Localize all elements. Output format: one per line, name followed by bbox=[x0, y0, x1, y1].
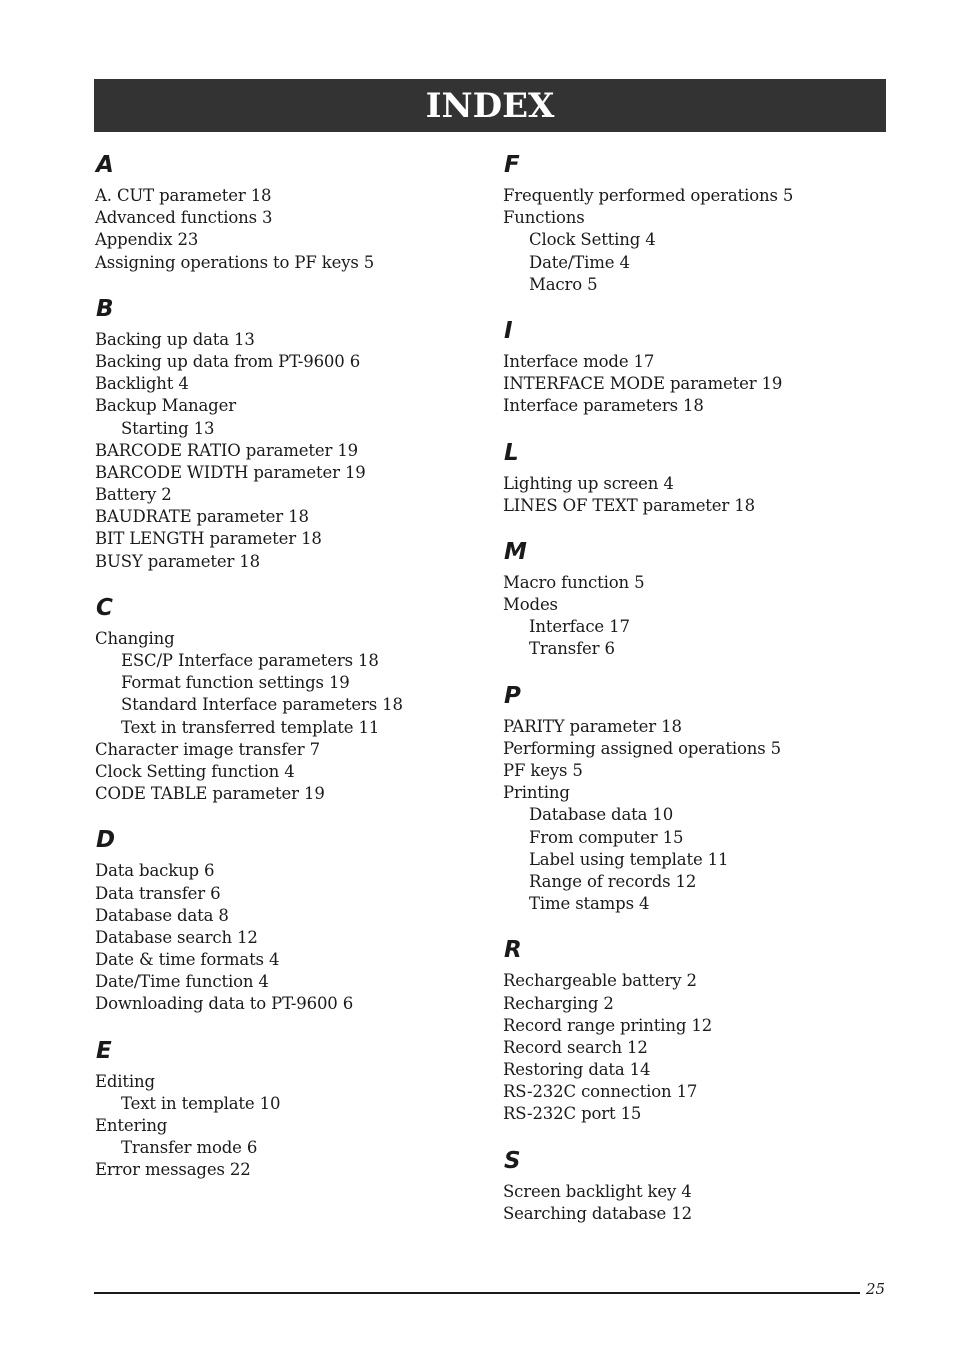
index-entry-list bbox=[503, 185, 903, 296]
index-entry: Screen backlight key 4 bbox=[503, 1181, 692, 1201]
index-entry: CODE TABLE parameter 19 bbox=[95, 784, 325, 804]
section-letter-heading: D bbox=[96, 827, 116, 854]
section-letter-heading: C bbox=[96, 594, 113, 621]
index-entry-list bbox=[503, 473, 903, 517]
index-entry: Data transfer 6 bbox=[95, 883, 221, 903]
index-entry-list bbox=[503, 716, 903, 916]
index-entry-list bbox=[503, 1181, 903, 1225]
index-subentry: Range of records 12 bbox=[529, 871, 697, 891]
index-entry: BARCODE WIDTH parameter 19 bbox=[95, 462, 366, 482]
index-subentry: Transfer 6 bbox=[529, 639, 615, 659]
section-letter-heading: B bbox=[96, 295, 114, 322]
index-subentry: From computer 15 bbox=[529, 827, 684, 847]
index-entry-list bbox=[95, 1071, 495, 1182]
index-entry: Functions bbox=[503, 208, 585, 228]
index-entry-list bbox=[95, 860, 495, 1015]
index-entry: Rechargeable battery 2 bbox=[503, 971, 697, 991]
index-subentry: Database data 10 bbox=[529, 805, 674, 825]
index-section-p bbox=[503, 681, 903, 916]
index-section-l bbox=[503, 438, 903, 517]
index-entry: Editing bbox=[95, 1071, 155, 1091]
index-entry: Database data 8 bbox=[95, 905, 229, 925]
index-entry: Changing bbox=[95, 628, 175, 648]
index-entry-list bbox=[503, 572, 903, 661]
index-entry: BUSY parameter 18 bbox=[95, 551, 260, 571]
index-entry: Recharging 2 bbox=[503, 993, 614, 1013]
index-entry: Character image transfer 7 bbox=[95, 739, 320, 759]
index-subentry: Clock Setting 4 bbox=[529, 230, 656, 250]
index-subentry: Format function settings 19 bbox=[121, 673, 350, 693]
index-entry: PF keys 5 bbox=[503, 761, 583, 780]
index-subentry: Date/Time 4 bbox=[529, 252, 630, 272]
index-section-s bbox=[503, 1146, 903, 1225]
index-title-bar bbox=[94, 79, 886, 132]
index-entry: Appendix 23 bbox=[95, 230, 199, 250]
index-subentry: ESC/P Interface parameters 18 bbox=[121, 651, 379, 670]
index-entry-list bbox=[95, 628, 495, 806]
index-section-a bbox=[95, 150, 495, 274]
index-entry: Frequently performed operations 5 bbox=[503, 186, 794, 205]
index-subentry: Time stamps 4 bbox=[529, 894, 650, 914]
section-letter-heading: F bbox=[504, 152, 520, 178]
index-entry: Lighting up screen 4 bbox=[503, 473, 674, 493]
index-entry: Interface mode 17 bbox=[503, 351, 655, 371]
section-letter-heading: M bbox=[504, 538, 527, 565]
index-section-m bbox=[503, 537, 903, 661]
index-entry: Entering bbox=[95, 1116, 168, 1135]
page-title: INDEX bbox=[425, 85, 555, 126]
page-number: 25 bbox=[866, 1280, 886, 1298]
section-letter-heading: R bbox=[504, 937, 522, 964]
index-entry: Data backup 6 bbox=[95, 861, 215, 881]
index-subentry: Label using template 11 bbox=[529, 849, 729, 869]
section-letter-heading: P bbox=[504, 682, 521, 709]
index-entry: Restoring data 14 bbox=[503, 1060, 651, 1080]
index-entry: Backlight 4 bbox=[95, 374, 189, 394]
index-entry: Interface parameters 18 bbox=[503, 396, 704, 416]
index-entry: RS-232C connection 17 bbox=[503, 1082, 698, 1102]
index-section-c bbox=[95, 593, 495, 806]
section-letter-heading: I bbox=[504, 317, 513, 344]
index-entry: Error messages 22 bbox=[95, 1160, 251, 1180]
index-entry: INTERFACE MODE parameter 19 bbox=[503, 374, 783, 394]
index-entry: Date/Time function 4 bbox=[95, 972, 269, 992]
index-entry: Searching database 12 bbox=[503, 1203, 692, 1223]
index-right-column bbox=[503, 150, 903, 1245]
index-entry: Downloading data to PT-9600 6 bbox=[95, 994, 354, 1014]
index-entry: PARITY parameter 18 bbox=[503, 716, 682, 736]
index-section-i bbox=[503, 316, 903, 418]
index-subentry: Text in template 10 bbox=[121, 1093, 281, 1113]
index-entry-list bbox=[503, 351, 903, 418]
index-entry: Backing up data 13 bbox=[95, 329, 255, 349]
index-entry: RS-232C port 15 bbox=[503, 1104, 642, 1124]
index-left-column bbox=[95, 150, 495, 1202]
index-entry: Database search 12 bbox=[95, 927, 258, 947]
index-entry: Date & time formats 4 bbox=[95, 950, 280, 970]
index-entry: BIT LENGTH parameter 18 bbox=[95, 529, 322, 549]
index-entry: Record range printing 12 bbox=[503, 1015, 713, 1035]
section-letter-heading: L bbox=[504, 439, 519, 466]
index-entry: Modes bbox=[503, 595, 558, 615]
index-entry-list bbox=[503, 970, 903, 1125]
index-entry-list bbox=[95, 329, 495, 573]
index-entry: BAUDRATE parameter 18 bbox=[95, 507, 309, 527]
index-subentry: Standard Interface parameters 18 bbox=[121, 695, 403, 715]
index-subentry: Transfer mode 6 bbox=[121, 1138, 258, 1158]
index-section-d bbox=[95, 825, 495, 1015]
index-entry: Performing assigned operations 5 bbox=[503, 738, 781, 758]
index-subentry: Text in transferred template 11 bbox=[121, 717, 380, 737]
section-letter-heading: A bbox=[96, 152, 114, 178]
index-entry: Macro function 5 bbox=[503, 572, 645, 592]
index-section-e bbox=[95, 1036, 495, 1182]
index-section-f bbox=[503, 150, 903, 296]
index-entry: BARCODE RATIO parameter 19 bbox=[95, 440, 359, 460]
index-entry: Printing bbox=[503, 783, 570, 803]
index-entry: Advanced functions 3 bbox=[95, 208, 273, 228]
index-entry: Record search 12 bbox=[503, 1037, 648, 1057]
index-entry: LINES OF TEXT parameter 18 bbox=[503, 495, 755, 515]
index-subentry: Starting 13 bbox=[121, 418, 215, 438]
section-letter-heading: S bbox=[504, 1147, 521, 1174]
index-entry: Backing up data from PT-9600 6 bbox=[95, 351, 361, 371]
index-entry: Backup Manager bbox=[95, 396, 236, 416]
index-entry: Clock Setting function 4 bbox=[95, 761, 295, 781]
section-letter-heading: E bbox=[96, 1037, 112, 1064]
index-entry: Battery 2 bbox=[95, 485, 172, 505]
index-section-r bbox=[503, 935, 903, 1125]
index-entry-list bbox=[95, 185, 495, 274]
index-subentry: Interface 17 bbox=[529, 617, 630, 637]
index-entry: Assigning operations to PF keys 5 bbox=[95, 252, 375, 272]
footer-divider bbox=[94, 1292, 860, 1294]
index-subentry: Macro 5 bbox=[529, 274, 598, 294]
index-entry: A. CUT parameter 18 bbox=[95, 186, 272, 205]
index-section-b bbox=[95, 294, 495, 573]
